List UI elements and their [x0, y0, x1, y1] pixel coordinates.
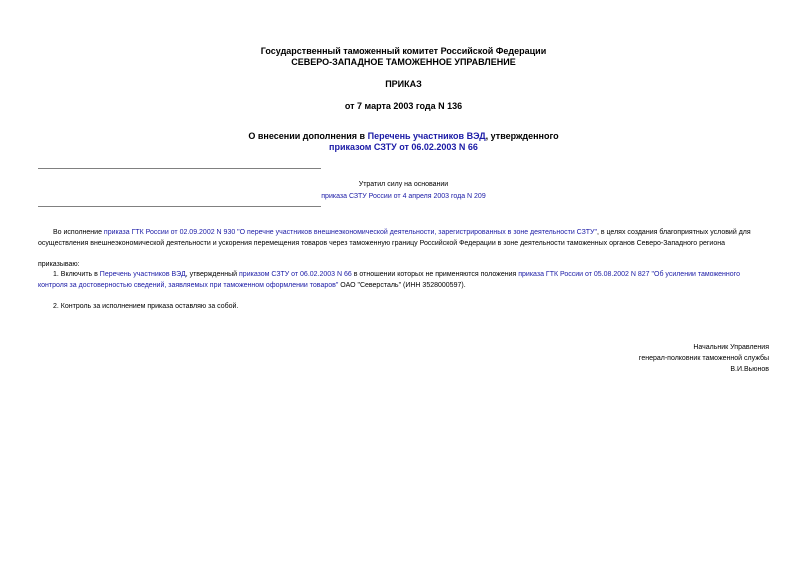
committee-heading: Государственный таможенный комитет Российской Федерации [260, 46, 547, 56]
title-link-participants-list[interactable]: Перечень участников ВЭД [367, 131, 486, 141]
item1-link-order-827-part2[interactable]: контроля за достоверностью сведений, заявляемых при таможенном оформлении товаров" [38, 281, 339, 289]
item1-text4: ОАО "Северсталь" (ИНН 3528000597). [338, 281, 466, 289]
preamble-paragraph [38, 228, 773, 249]
title-text-part2: , утвержденного [485, 131, 559, 141]
lost-force-link[interactable]: приказа СЗТУ России от 4 апреля 2003 года N 209 [321, 193, 486, 200]
order-word: приказываю: [38, 261, 80, 268]
title-link-order-66[interactable]: приказом СЗТУ от 06.02.2003 N 66 [329, 142, 478, 152]
signature-rank: генерал-полковник таможенной службы [638, 355, 769, 362]
preamble-text1: Во исполнение [53, 229, 104, 236]
preamble-line1 [38, 228, 773, 239]
preamble-text2: , в целях создания благоприятных условий для [596, 229, 751, 236]
doc-type-heading: ПРИКАЗ [385, 79, 422, 89]
signature-name: В.И.Вьюнов [730, 366, 769, 373]
item1-link-order-827-part1[interactable]: приказа ГТК России от 05.08.2002 N 827 "Об усилении таможенного [518, 271, 740, 278]
item1-text1: 1. Включить в [53, 271, 100, 278]
item1-text3: в отношении которых не применяются положения [351, 271, 519, 278]
item1-paragraph [38, 270, 773, 291]
preamble-line2: осуществления внешнеэкономической деятельности и ускорения перемещения товаров через таможенную границу Российской Федерации в зоне деятельности таможенных органов Северо-Западного региона [38, 239, 725, 247]
item1-text2: , утвержденный [185, 271, 240, 278]
lost-force-text: Утратил силу на основании [358, 181, 449, 188]
signature-block [639, 342, 769, 375]
top-divider [38, 168, 321, 169]
lost-force-notice [250, 179, 557, 203]
item1-line1 [38, 270, 773, 281]
item1-link-participants-list[interactable]: Перечень участников ВЭД [99, 271, 186, 278]
item1-link-order-66[interactable]: приказом СЗТУ от 06.02.2003 N 66 [239, 271, 352, 278]
doc-title-line1 [0, 131, 807, 142]
doc-title-line2 [0, 142, 807, 153]
bottom-divider [38, 206, 321, 207]
signature-position: Начальник Управления [693, 344, 769, 351]
doc-date-number: от 7 марта 2003 года N 136 [344, 101, 463, 111]
preamble-link-order-930[interactable]: приказа ГТК России от 02.09.2002 N 930 "О перечне участников внешнеэкономической деятельности, зарегистрированных в зоне деятельности СЗТУ" [103, 229, 597, 236]
title-text-part1: О внесении дополнения в [248, 131, 368, 141]
item2-paragraph: 2. Контроль за исполнением приказа оставляю за собой. [53, 303, 239, 310]
department-heading: СЕВЕРО-ЗАПАДНОЕ ТАМОЖЕННОЕ УПРАВЛЕНИЕ [291, 57, 516, 67]
item1-line2 [38, 281, 773, 292]
